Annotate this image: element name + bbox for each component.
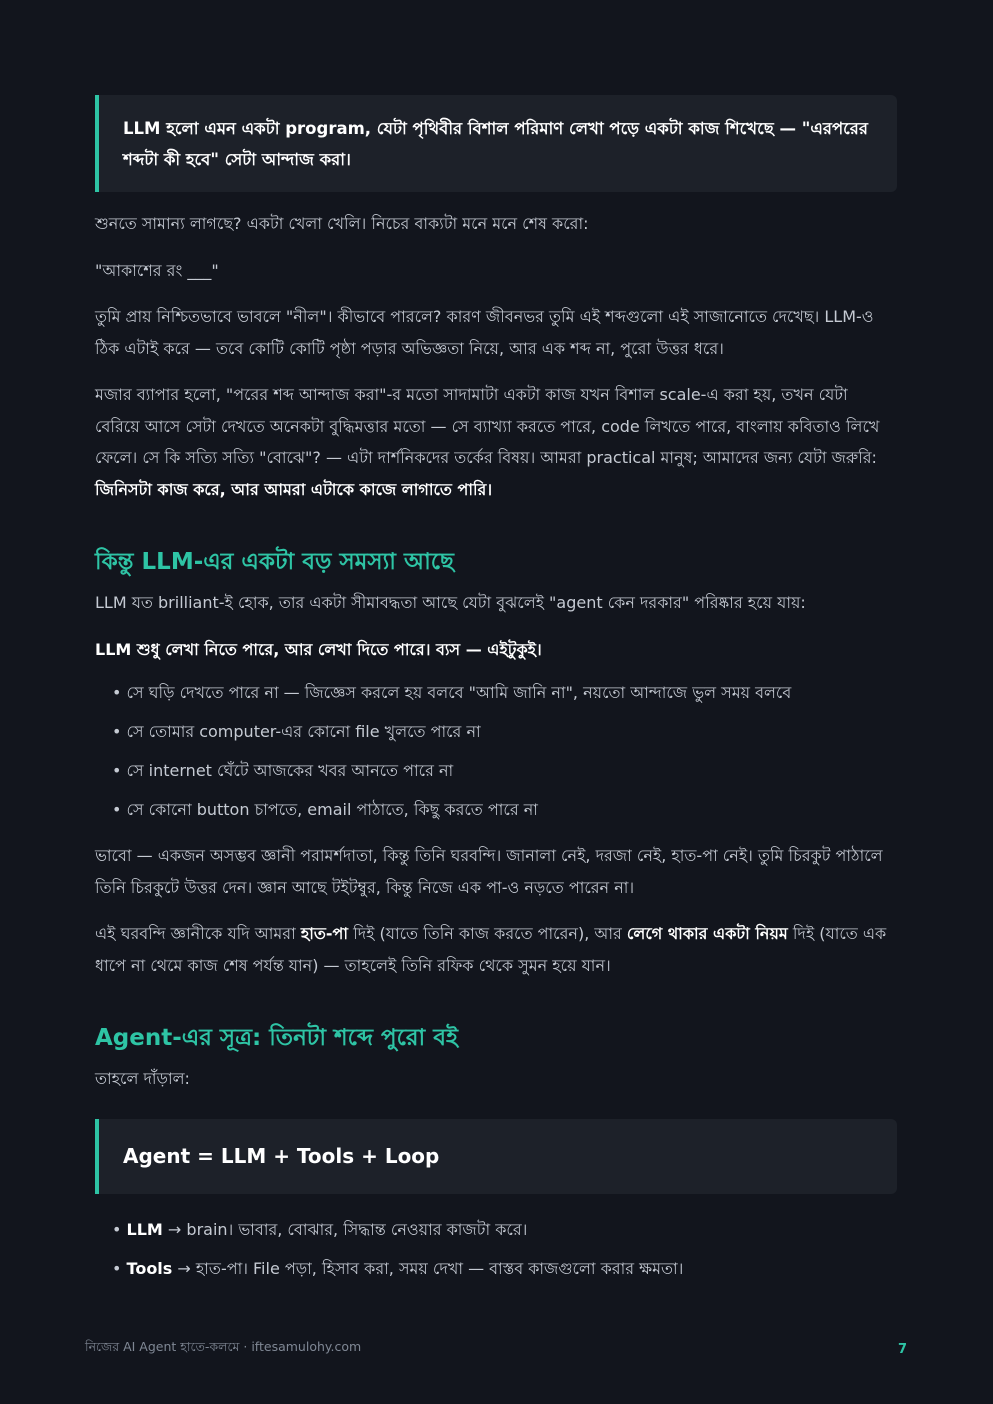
paragraph-text-only: LLM শুধু লেখা নিতে পারে, আর লেখা দিতে পারে। ব্যস — এইটুকুই। [95, 639, 542, 659]
paragraph-hands-feet [95, 918, 897, 981]
paragraph-scale-text: মজার ব্যাপার হলো, "পরের শব্দ আন্দাজ করা"-র মতো সাদামাটা একটা কাজ যখন বিশাল scale-এ করা হয়, তখন যেটা বেরিয়ে আসে সেটা দেখতে অনেকটা বুদ্ধিমত্তার মতো — সে ব্যাখ্যা করতে পারে, code লিখতে পারে, বাংলায় কবিতাও লিখে ফেলে। সে কি সত্যি সত্যি "বোঝে"? — এটা দার্শনিকদের তর্কের বিষয়। আমরা practical মানুষ; আমাদের জন্য যেটা জরুরি: [95, 385, 880, 467]
list-item [112, 1253, 897, 1284]
paragraph-scale-bold: জিনিসটা কাজ করে, আর আমরা এটাকে কাজে লাগাতে পারি। [95, 479, 493, 499]
intro-callout [95, 95, 897, 192]
bold-span: হাত-পা [300, 924, 349, 943]
page-footer [85, 1339, 907, 1359]
text-span: দিই (যাতে এক ধাপে না থেমে কাজ শেষ পর্যন্ত যান) — তাহলেই তিনি রফিক থেকে সুমন হয়ে যান। [95, 924, 887, 975]
formula-callout [95, 1119, 897, 1194]
paragraph-so: তাহলে দাঁড়াল: [95, 1069, 190, 1088]
term-tools: Tools [126, 1258, 173, 1278]
formula-text: Agent = LLM + Tools + Loop [123, 1143, 440, 1168]
list-item: • সে ঘড়ি দেখতে পারে না — জিজ্ঞেস করলে হয় বলবে "আমি জানি না", নয়তো আন্দাজে ভুল সময় বলবে [112, 677, 897, 708]
footer-title: নিজের AI Agent হাতে-কলমে · iftesamulohy.com [85, 1339, 362, 1354]
bold-span: লেগে থাকার একটা নিয়ম [626, 924, 788, 943]
text-span: এই ঘরবন্দি জ্ঞানীকে যদি আমরা [95, 924, 301, 943]
paragraph-limitation: LLM যত brilliant-ই হোক, তার একটা সীমাবদ্ধতা আছে যেটা বুঝলেই "agent কেন দরকার" পরিষ্কার হয়ে যায়: [95, 593, 806, 612]
page-number: 7 [897, 1341, 907, 1357]
paragraph-blue-answer: তুমি প্রায় নিশ্চিতভাবে ভাবলে "নীল"। কীভাবে পারলে? কারণ জীবনভর তুমি এই শব্দগুলো এই সাজানোতে দেখেছ। LLM-ও ঠিক এটাই করে — তবে কোটি কোটি পৃষ্ঠা পড়ার অভিজ্ঞতা নিয়ে, আর এক শব্দ না, পুরো উত্তর ধরে। [95, 307, 874, 358]
list-item: • সে কোনো button চাপতে, email পাঠাতে, কিছু করতে পারে না [112, 794, 897, 825]
term-llm: LLM [126, 1219, 163, 1239]
paragraph-sky-example: "আকাশের রং ___" [95, 260, 219, 280]
paragraph-game: শুনতে সামান্য লাগছে? একটা খেলা খেলি। নিচের বাক্যটা মনে মনে শেষ করো: [95, 214, 589, 233]
term-desc: → হাত-পা। File পড়া, হিসাব করা, সময় দেখা — বাস্তব কাজগুলো করার ক্ষমতা। [172, 1258, 684, 1278]
limitations-list [95, 677, 897, 825]
paragraph-scale [95, 379, 897, 505]
list-item: • সে internet ঘেঁটে আজকের খবর আনতে পারে না [112, 755, 897, 786]
heading-llm-problem: কিন্তু LLM-এর একটা বড় সমস্যা আছে [95, 549, 454, 575]
components-list [95, 1214, 897, 1284]
callout-text: LLM হলো এমন একটা program, যেটা পৃথিবীর বিশাল পরিমাণ লেখা পড়ে একটা কাজ শিখেছে — "এরপরের শব্দটা কী হবে" সেটা আন্দাজ করা। [123, 119, 868, 169]
page-content [95, 95, 897, 1284]
paragraph-analogy: ভাবো — একজন অসম্ভব জ্ঞানী পরামর্শদাতা, কিন্তু তিনি ঘরবন্দি। জানালা নেই, দরজা নেই, হাত-পা নেই। তুমি চিরকুট পাঠালে তিনি চিরকুটে উত্তর দেন। জ্ঞান আছে টইটম্বুর, কিন্তু নিজে এক পা-ও নড়তে পারেন না। [95, 846, 883, 897]
heading-agent-formula: Agent-এর সূত্র: তিনটা শব্দে পুরো বই [95, 1025, 458, 1051]
term-desc: → brain। ভাবার, বোঝার, সিদ্ধান্ত নেওয়ার কাজটা করে। [162, 1219, 528, 1239]
list-item [112, 1214, 897, 1245]
text-span: দিই (যাতে তিনি কাজ করতে পারেন), আর [348, 924, 627, 943]
list-item: • সে তোমার computer-এর কোনো file খুলতে পারে না [112, 716, 897, 747]
